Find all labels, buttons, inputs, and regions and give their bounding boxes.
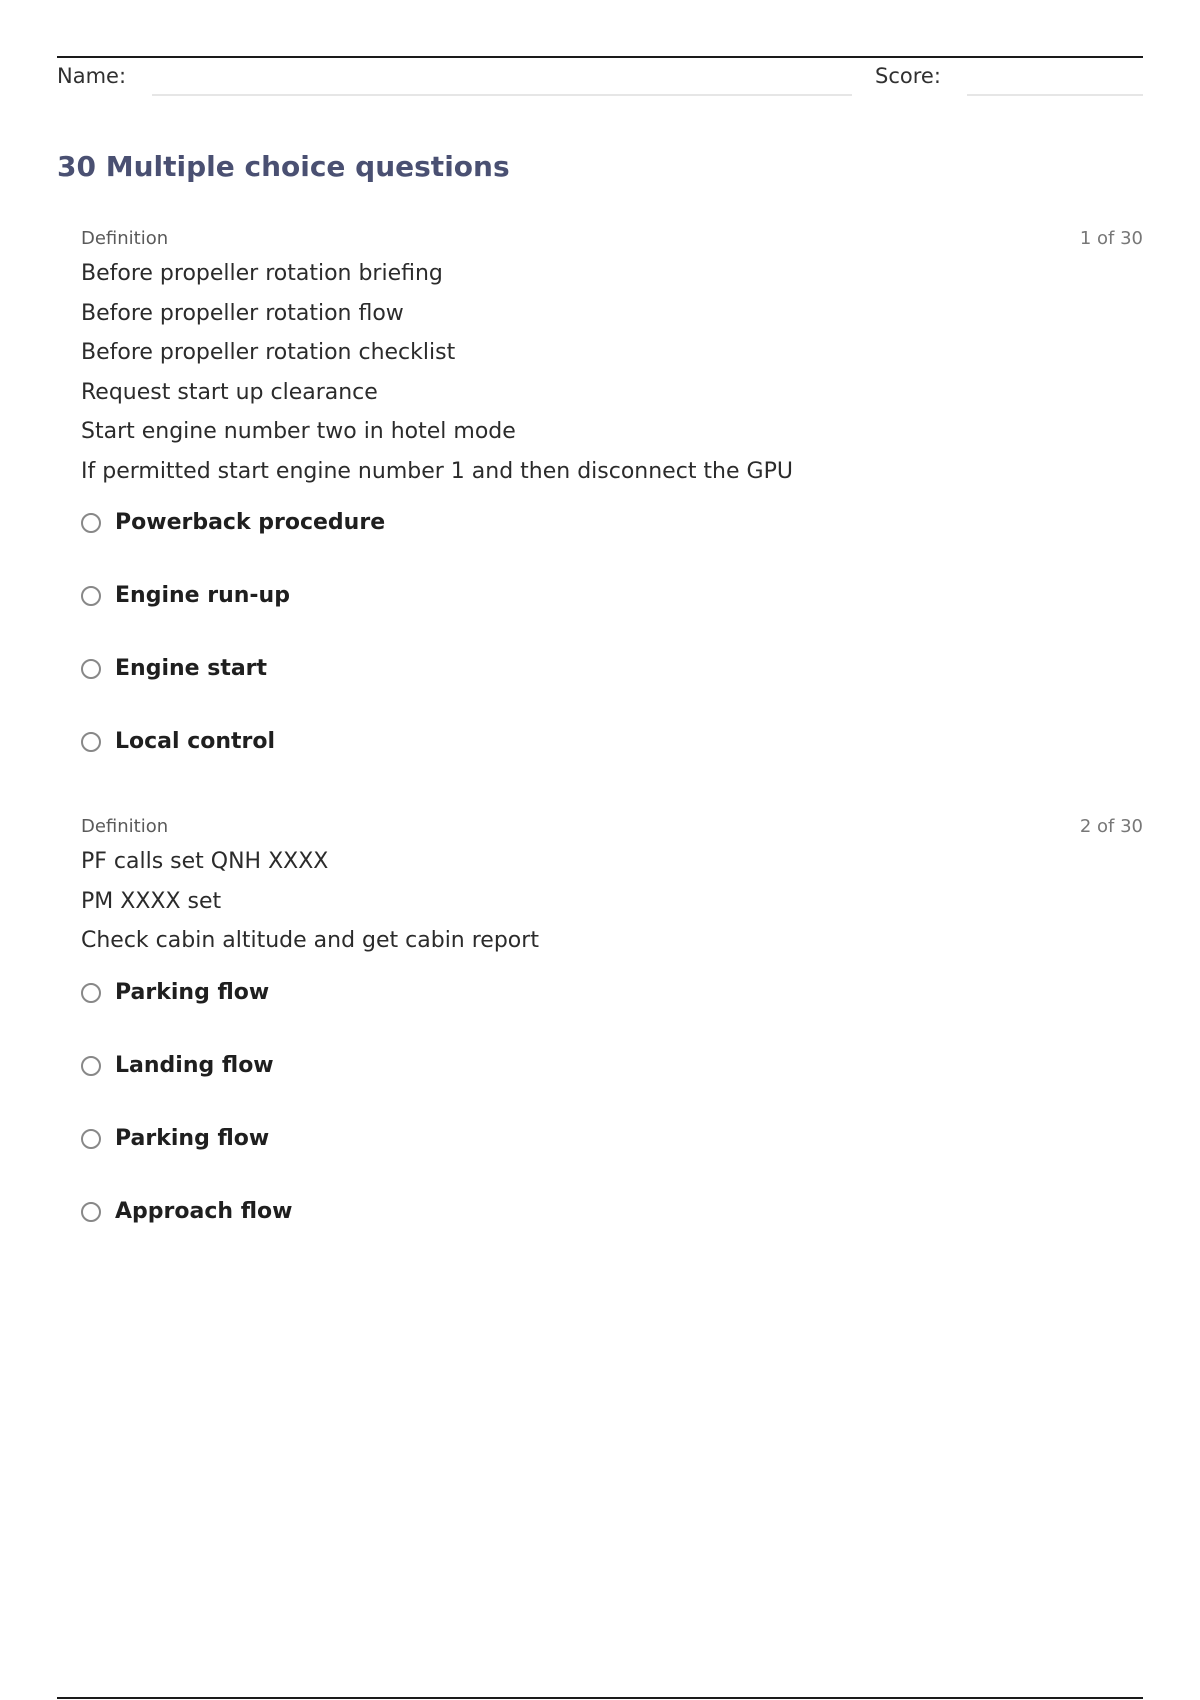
question-1	[81, 226, 1143, 797]
bottom-rule	[57, 1697, 1143, 1699]
question-type: Definition	[81, 816, 169, 837]
answer-option-label: Landing flow	[115, 1052, 274, 1078]
definition-lines	[81, 842, 1143, 961]
definition-line: If permitted start engine number 1 and then disconnect the GPU	[81, 458, 793, 484]
definition-line: Start engine number two in hotel mode	[81, 419, 516, 444]
definition-line: Check cabin altitude and get cabin report	[81, 928, 539, 953]
answer-option[interactable]	[81, 505, 1143, 578]
answer-option[interactable]	[81, 1194, 1143, 1267]
answer-option-label: Engine run-up	[115, 583, 290, 608]
score-label: Score:	[875, 64, 941, 88]
definition-line: Request start up clearance	[81, 379, 378, 405]
answer-option-label: Approach flow	[115, 1198, 293, 1224]
radio-button[interactable]	[81, 1056, 101, 1076]
section-title: 30 Multiple choice questions	[57, 150, 510, 183]
radio-button[interactable]	[81, 732, 101, 752]
answer-option[interactable]	[81, 724, 1143, 797]
top-rule	[57, 56, 1143, 58]
answer-option[interactable]	[81, 578, 1143, 651]
question-meta	[81, 814, 1143, 842]
answer-option[interactable]	[81, 1048, 1143, 1121]
answer-option[interactable]	[81, 975, 1143, 1048]
radio-button[interactable]	[81, 513, 101, 533]
question-counter: 1 of 30	[1079, 228, 1143, 249]
radio-button[interactable]	[81, 1129, 101, 1149]
definition-line: PM XXXX set	[81, 888, 222, 914]
definition-lines	[81, 254, 1143, 491]
answer-option-label: Engine start	[115, 656, 268, 681]
question-type: Definition	[81, 228, 169, 249]
question-meta	[81, 226, 1143, 254]
answer-options	[81, 505, 1143, 797]
header-row	[57, 62, 1143, 98]
answer-options	[81, 975, 1143, 1267]
question-2	[81, 814, 1143, 1267]
definition-line: Before propeller rotation briefing	[81, 261, 443, 286]
answer-option-label: Parking flow	[115, 979, 270, 1005]
answer-option-label: Local control	[115, 729, 276, 754]
radio-button[interactable]	[81, 659, 101, 679]
score-field[interactable]	[967, 94, 1143, 96]
definition-line: Before propeller rotation flow	[81, 300, 404, 326]
answer-option[interactable]	[81, 1121, 1143, 1194]
answer-option-label: Parking flow	[115, 1125, 270, 1151]
question-counter: 2 of 30	[1079, 816, 1143, 837]
radio-button[interactable]	[81, 1202, 101, 1222]
radio-button[interactable]	[81, 983, 101, 1003]
definition-line: PF calls set QNH XXXX	[81, 849, 329, 874]
name-label: Name:	[57, 64, 127, 88]
definition-line: Before propeller rotation checklist	[81, 340, 456, 365]
answer-option-label: Powerback procedure	[115, 510, 386, 535]
name-field[interactable]	[152, 94, 852, 96]
answer-option[interactable]	[81, 651, 1143, 724]
radio-button[interactable]	[81, 586, 101, 606]
